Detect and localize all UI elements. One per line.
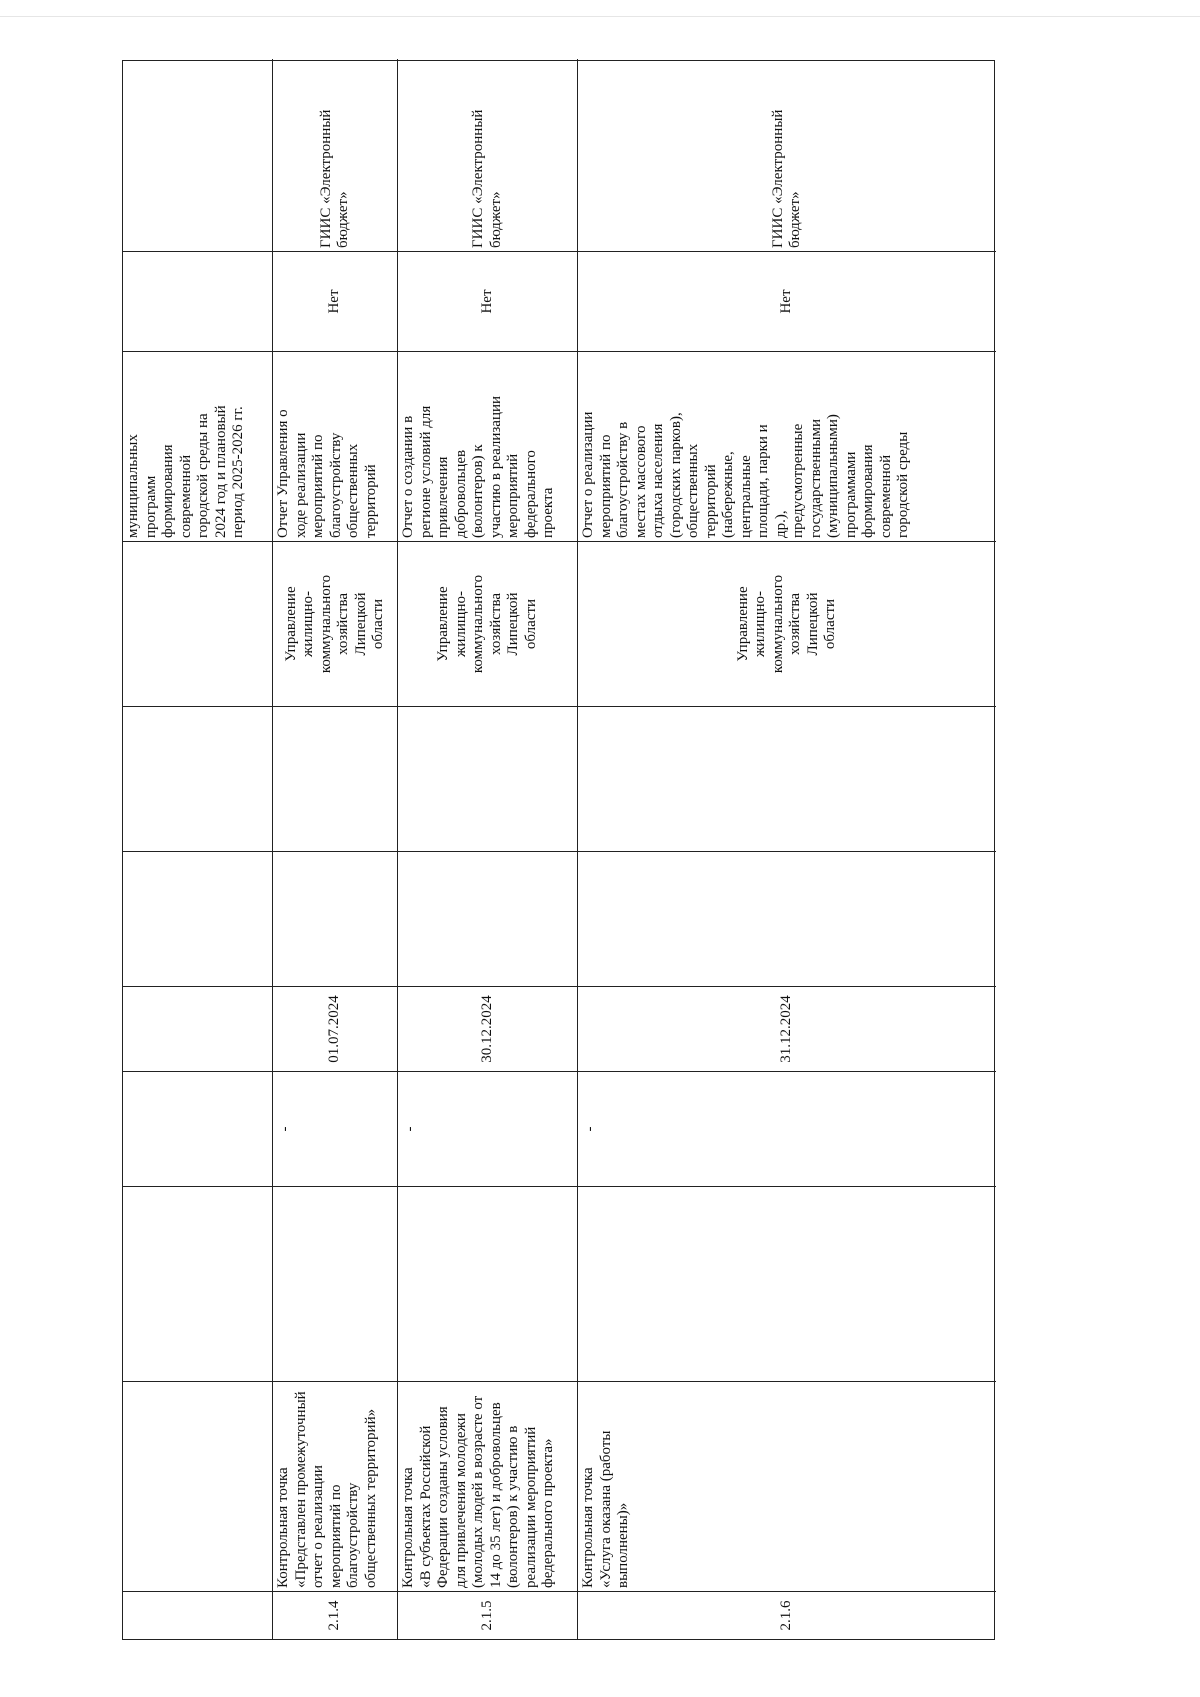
row-number: [123, 1591, 273, 1639]
flag-cell: Нет: [273, 251, 398, 351]
document-cell: Отчет о создании в регионе условий для привлечения добровольцев (волонтеров) к участию в реализации мероприятий федерального проекта: [398, 351, 578, 541]
row-number: 2.1.5: [398, 1591, 578, 1639]
date-cell: 30.12.2024: [398, 986, 578, 1071]
scan-edge-line: [0, 16, 1200, 17]
row-number: 2.1.4: [273, 1591, 398, 1639]
row-number: 2.1.6: [578, 1591, 996, 1639]
responsible-cell: [123, 541, 273, 706]
system-cell: [273, 59, 398, 251]
empty-cell: [578, 851, 996, 986]
empty-cell: [273, 851, 398, 986]
document-cell: Отчет Управления о ходе реализации мероприятий по благоустройству общественных территорий: [273, 351, 398, 541]
system-cell: [578, 59, 996, 251]
responsible-cell: Управление жилищно- коммунального хозяйства Липецкой области: [578, 541, 996, 706]
dash-cell: [123, 1071, 273, 1186]
event-cell: Контрольная точка «Услуга оказана (работы выполнены)»: [578, 1381, 996, 1591]
empty-cell: [398, 851, 578, 986]
system-text: ГИИС «Электронный бюджет»: [769, 109, 803, 248]
system-text: ГИИС «Электронный бюджет»: [317, 109, 351, 248]
system-cell: [398, 59, 578, 251]
empty-cell: [398, 706, 578, 851]
event-cell: [123, 1381, 273, 1591]
rotated-page-content: [122, 60, 995, 1640]
flag-cell: [123, 251, 273, 351]
event-cell: Контрольная точка «Представлен промежуточный отчет о реализации мероприятий по благоустройству общественных территорий»: [273, 1381, 398, 1591]
date-cell: 31.12.2024: [578, 986, 996, 1071]
document-cell: Отчет о реализации мероприятий по благоустройству в местах массового отдыха населения (городских парков), общественных территорий (набережные, центральные площади, парки и др.), предусмотренные государственными (муниципальными) программами формирования современной городской среды: [578, 351, 996, 541]
system-text: ГИИС «Электронный бюджет»: [470, 109, 504, 248]
responsible-cell: Управление жилищно- коммунального хозяйства Липецкой области: [273, 541, 398, 706]
date-cell: 01.07.2024: [273, 986, 398, 1071]
control-points-table: [122, 60, 995, 1640]
responsible-cell: Управление жилищно- коммунального хозяйства Липецкой области: [398, 541, 578, 706]
empty-cell: [578, 706, 996, 851]
empty-cell: [123, 706, 273, 851]
empty-cell: [123, 1186, 273, 1381]
flag-cell: Нет: [398, 251, 578, 351]
system-cell: [123, 59, 273, 251]
document-cell: муниципальных программ формирования современной городской среды на 2024 год и плановый период 2025-2026 гг.: [123, 351, 273, 541]
empty-cell: [273, 706, 398, 851]
empty-cell: [273, 1186, 398, 1381]
empty-cell: [578, 1186, 996, 1381]
date-cell: [123, 986, 273, 1071]
dash-cell: -: [398, 1071, 578, 1186]
empty-cell: [123, 851, 273, 986]
flag-cell: Нет: [578, 251, 996, 351]
dash-cell: -: [578, 1071, 996, 1186]
dash-cell: -: [273, 1071, 398, 1186]
event-cell: Контрольная точка «В субъектах Российской Федерации созданы условия для привлечения молодежи (молодых людей в возрасте от 14 до 35 лет) и добровольцев (волонтеров) к участию в реализации мероприятий федерального проекта»: [398, 1381, 578, 1591]
empty-cell: [398, 1186, 578, 1381]
